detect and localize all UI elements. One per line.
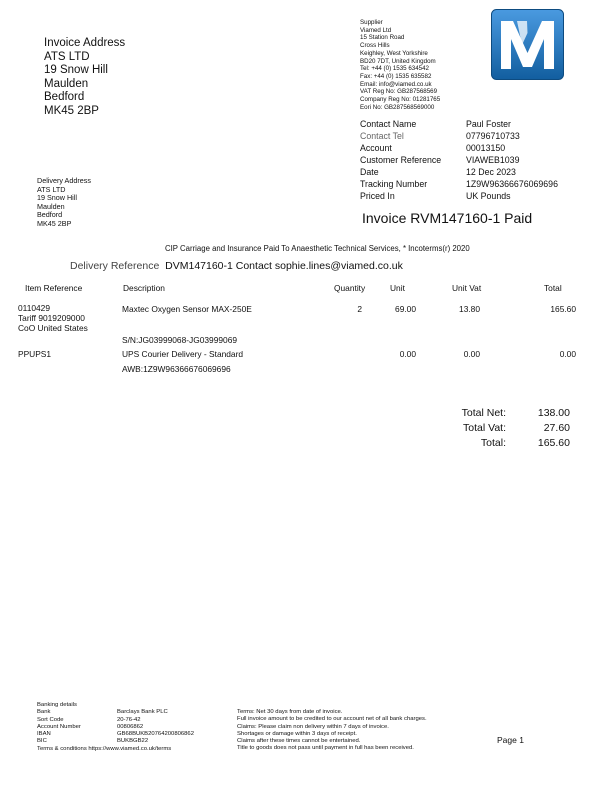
contact-value: 12 Dec 2023 (466, 167, 516, 177)
supplier-line: Eori No: GB287568569000 (360, 103, 435, 111)
table-row-item (18, 303, 88, 333)
totals-row (414, 406, 570, 421)
supplier-line: Supplier (360, 19, 383, 26)
contact-value: 00013150 (466, 143, 506, 153)
grand-total-label: Total: (480, 437, 506, 449)
header-total: Total (544, 283, 562, 293)
grand-total-value: 165.60 (537, 437, 570, 449)
item-origin: CoO United States (18, 323, 88, 333)
terms-line: Full invoice amount to be credited to our account net of all bank charges. (237, 716, 427, 723)
invoice-address-line: ATS LTD (44, 50, 90, 63)
delivery-address-line: ATS LTD (37, 184, 66, 194)
invoice-address-line: 19 Snow Hill (44, 64, 108, 76)
delivery-address-line: Maulden (37, 201, 65, 211)
contact-label: Contact Tel (360, 131, 404, 141)
row-awb-note: AWB:1Z9W96366676069696 (122, 364, 231, 374)
header-unit-vat: Unit Vat (452, 283, 482, 293)
viamed-logo-icon (491, 9, 564, 80)
banking-value: BUKBGB22 (117, 738, 149, 745)
totals-row (414, 436, 570, 451)
page-number: Page 1 (497, 735, 524, 745)
row-total: 165.60 (550, 304, 576, 314)
row-description: Maxtec Oxygen Sensor MAX-250E (122, 304, 252, 314)
delivery-address-line: 19 Snow Hill (37, 193, 77, 203)
totals-block (414, 406, 570, 451)
row-unit-vat: 0.00 (463, 349, 480, 359)
banking-row (37, 709, 194, 716)
invoice-title: Invoice RVM147160-1 Paid (362, 210, 533, 226)
header-quantity: Quantity (334, 283, 366, 293)
contact-label: Priced In (360, 191, 395, 201)
header-unit: Unit (390, 283, 405, 293)
banking-details (37, 702, 194, 753)
banking-label: IBAN (37, 731, 51, 738)
item-code: 0110429 (18, 303, 50, 313)
contact-value: Paul Foster (466, 119, 511, 129)
contact-value: 1Z9W96366676069696 (466, 179, 558, 189)
invoice-address-line: Bedford (44, 91, 85, 103)
delivery-reference-value: DVM147160-1 Contact sophie.lines@viamed.co.uk (165, 260, 403, 272)
contact-label: Account (360, 143, 392, 153)
row-total: 0.00 (559, 349, 576, 359)
terms-line: Claims after these times cannot be entertained. (237, 738, 361, 745)
header-description: Description (123, 283, 165, 293)
banking-label: Sort Code (37, 716, 64, 723)
invoice-address-line: MK45 2BP (44, 104, 99, 117)
banking-value: 00806862 (117, 723, 144, 730)
delivery-address-heading: Delivery Address (37, 176, 91, 185)
item-code: PPUPS1 (18, 349, 52, 359)
contact-value: 07796710733 (466, 131, 520, 141)
supplier-line: BD20 7DT, United Kingdom (360, 57, 436, 65)
header-item-reference: Item Reference (25, 283, 83, 293)
totals-row (414, 421, 570, 436)
invoice-address-heading: Invoice Address (44, 37, 126, 49)
terms-line: Title to goods does not pass until payment in full has been received. (237, 745, 414, 752)
total-net-label: Total Net: (461, 407, 506, 419)
supplier-line: 15 Station Road (360, 34, 405, 42)
total-net-value: 138.00 (537, 407, 570, 419)
contact-label: Date (360, 167, 379, 177)
contact-value: VIAWEB1039 (466, 155, 520, 165)
terms-line: Claims: Please claim non delivery within 7 days of invoice. (237, 723, 389, 730)
supplier-line: Email: info@viamed.co.uk (360, 80, 432, 88)
contact-row (360, 154, 558, 166)
total-vat-label: Total Vat: (463, 422, 506, 434)
delivery-address-line: Bedford (37, 210, 63, 220)
supplier-line: VAT Reg No: GB287568569 (360, 88, 438, 96)
contact-details (360, 118, 558, 202)
banking-value: 20-76-42 (117, 716, 141, 723)
banking-row (37, 717, 194, 724)
contact-label: Contact Name (360, 119, 417, 129)
contact-row (360, 142, 558, 154)
supplier-line: Tel: +44 (0) 1535 634542 (360, 65, 429, 73)
terms-line: Shortages or damage within 3 days of receipt. (237, 730, 357, 737)
contact-label: Customer Reference (360, 155, 442, 165)
contact-row (360, 166, 558, 178)
delivery-reference-label: Delivery Reference (70, 260, 160, 272)
supplier-line: Company Reg No: 01281765 (360, 96, 441, 104)
terms-line: Terms: Net 30 days from date of invoice. (237, 709, 343, 715)
contact-row (360, 118, 558, 130)
contact-row (360, 178, 558, 190)
row-serial-note: S/N:JG03999068-JG03999069 (122, 335, 238, 345)
banking-label: Account Number (37, 723, 81, 730)
contact-row (360, 130, 558, 142)
banking-heading: Banking details (37, 702, 77, 708)
row-description: UPS Courier Delivery - Standard (122, 349, 244, 359)
banking-row (37, 738, 194, 745)
delivery-address (37, 177, 91, 229)
banking-row (37, 724, 194, 731)
delivery-reference (70, 260, 403, 272)
supplier-line: Fax: +44 (0) 1535 635582 (360, 72, 432, 80)
banking-value: Barclays Bank PLC (117, 709, 168, 716)
supplier-details (360, 19, 440, 111)
invoice-address (44, 37, 125, 118)
terms-link[interactable]: Terms & conditions https://www.viamed.co.uk/terms (37, 745, 172, 752)
banking-label: Bank (37, 709, 51, 716)
row-unit-vat: 13.80 (459, 304, 480, 314)
contact-row (360, 190, 558, 202)
row-unit: 69.00 (395, 304, 416, 314)
supplier-line: Viamed Ltd (360, 26, 392, 34)
payment-terms (237, 709, 427, 753)
banking-row (37, 731, 194, 738)
item-tariff: Tariff 9019209000 (18, 313, 85, 323)
supplier-line: Cross Hills (360, 42, 390, 50)
contact-label: Tracking Number (360, 179, 428, 189)
row-unit: 0.00 (399, 349, 416, 359)
banking-label: BIC (37, 738, 47, 745)
delivery-address-line: MK45 2BP (37, 218, 72, 228)
total-vat-value: 27.60 (543, 422, 570, 434)
banking-value: GB68BUKB20764200806862 (117, 731, 194, 738)
contact-value: UK Pounds (466, 191, 511, 201)
invoice-address-line: Maulden (44, 77, 89, 90)
supplier-line: Keighley, West Yorkshire (360, 49, 428, 57)
row-quantity: 2 (357, 304, 362, 314)
incoterms-line: CIP Carriage and Insurance Paid To Anaesthetic Technical Services, * Incoterms(r) 2020 (165, 244, 470, 253)
